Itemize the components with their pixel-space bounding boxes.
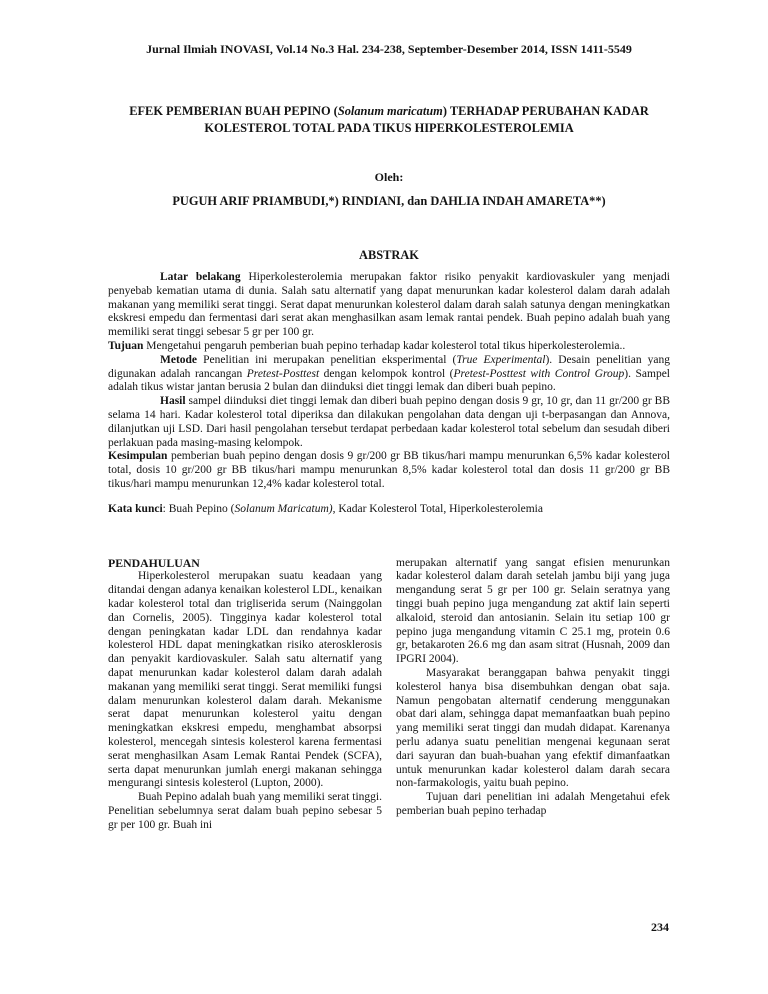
text-segment: Hasil xyxy=(160,395,189,408)
text-segment: Pretest-Posttest with Control Group xyxy=(453,367,625,380)
text-segment: pemberian buah pepino dengan dosis 9 gr/200 gr BB tikus/hari mampu menurunkan 6,5% kadar kolesterol total, dosis 10 gr/200 gr BB tikus/hari mampu menurunkan 8,5% kadar kolesterol total dan dosis 11 gr/200 gr BB tikus/hari mampu menurunkan 12,4% kadar kolesterol total. xyxy=(108,450,670,490)
left-column-paragraphs xyxy=(108,570,382,832)
text-segment: Buah Pepino adalah buah yang memiliki serat tinggi. Penelitian sebelumnya serat dalam buah pepino sebesar 5 gr per 100 gr. Buah ini xyxy=(108,791,383,831)
keywords-line xyxy=(108,503,670,517)
paragraph xyxy=(396,557,670,667)
text-segment: ). Desain penelitian yang digunakan adalah rancangan xyxy=(108,353,670,380)
text-segment: merupakan alternatif yang sangat efisien menurunkan kadar kolesterol dalam darah setelah jambu biji yang juga mengandung serat 5 gr per 100 gr. Selain seratnya yang tinggi buah pepino juga mengandung zat aktif lain seperti alkaloid, steroid dan antosianin. Selain itu setiap 100 gr pepino juga mengandung vitamin C 25.1 mg, protein 0.6 gr, betakaroten 26.6 mg dan asam sitrat (Husnah, 2009 dan IPGRI 2004). xyxy=(396,556,670,666)
text-segment: Metode xyxy=(160,353,204,366)
paragraph xyxy=(108,570,382,791)
text-segment: Mengetahui pengaruh pemberian buah pepino terhadap kadar kolesterol total tikus hiperkolesterolemia.. xyxy=(146,339,626,352)
paragraph xyxy=(108,340,670,354)
paragraph xyxy=(108,395,670,450)
journal-header: Jurnal Ilmiah INOVASI, Vol.14 No.3 Hal. 234-238, September-Desember 2014, ISSN 1411-5549 xyxy=(146,42,632,56)
two-column-section xyxy=(108,557,670,833)
text-segment: ). Sampel adalah tikus wistar jantan berusia 2 bulan dan diinduksi diet tinggi lemak dan diberi buah pepino. xyxy=(108,367,670,394)
text-segment: Kesimpulan xyxy=(108,450,171,463)
abstract-body xyxy=(108,271,670,492)
left-column xyxy=(108,557,382,833)
paragraph xyxy=(396,667,670,791)
right-column xyxy=(396,557,670,833)
text-segment: ) TERHADAP PERUBAHAN KADAR xyxy=(442,104,649,118)
text-segment: sampel diinduksi diet tinggi lemak dan diberi buah pepino dengan dosis 9 gr, 10 gr, dan 11 gr/200 gr BB selama 14 hari. Kadar kolesterol total diperiksa dan dilakukan pengolahan data dengan uji t-berpasangan dan Annova, dilanjutkan uji LSD. Dari hasil pengolahan tersebut terdapat perbedaan kadar kolesterol total sebelum dan sesudah diberi perlakuan pada masing-masing kelompok. xyxy=(108,395,670,449)
text-segment: True Experimental xyxy=(456,353,546,366)
byline-label: Oleh: xyxy=(374,170,404,184)
paragraph xyxy=(108,271,670,340)
paragraph xyxy=(396,791,670,819)
text-segment: Hiperkolesterolemia merupakan faktor risiko penyakit kardiovaskuler yang menjadi penyebab kematian utama di dunia. Salah satu alternatif yang dapat menurunkan kadar kolesterol dalam darah adalah makanan yang memiliki serat tinggi. Serat dapat menurunkan kolesterol dalam darah salah satunya dengan meningkatkan ekskresi empedu dan fermentasi dari serat akan menghasilkan asam lemak rantai pendek. Buah pepino adalah buah yang memiliki serat tinggi sebesar 5 gr per 100 gr. xyxy=(108,271,670,339)
text-segment: Tujuan dari penelitian ini adalah Mengetahui efek pemberian buah pepino terhadap xyxy=(396,791,670,817)
page-number: 234 xyxy=(651,920,669,934)
text-segment: Solanum Maricatum) xyxy=(234,502,333,515)
right-column-paragraphs xyxy=(396,557,670,819)
text-segment: Hiperkolesterol merupakan suatu keadaan yang ditandai dengan adanya kenaikan kolesterol LDL, kenaikan kadar kolesterol total dan trigliserida serum (Nainggolan dan Cornelis, 2005). Tingginya kadar kolesterol total dengan peningkatan kadar LDL dan rendahnya kadar kolesterol HDL dapat meningkatkan risiko aterosklerosis dan penyakit kardiovaskuler. Salah satu alternatif yang dapat menurunkan kadar kolesterol dalam darah adalah makanan yang memiliki serat tinggi. Serat memiliki fungsi dalam menurunkan kolesterol dalam darah. Mekanisme serat dapat menurunkan kolesterol yaitu dengan meningkatkan ekskresi empedu, menghambat absorpsi kolesterol, mencegah sintesis kolesterol karena fermentasi serat menghasilkan Asam Lemak Rantai Pendek (SCFA), serta dapat menurunkan jumlah energi makanan sehingga mengurangi sintesis kolesterol (Lupton, 2000). xyxy=(108,570,382,790)
text-segment: Tujuan xyxy=(108,339,147,352)
text-segment: : Buah Pepino ( xyxy=(162,502,235,515)
text-segment: Latar belakang xyxy=(160,271,249,283)
authors-line: PUGUH ARIF PRIAMBUDI,*) RINDIANI, dan DAHLIA INDAH AMARETA**) xyxy=(172,194,606,208)
text-segment: Penelitian ini merupakan penelitian eksperimental ( xyxy=(203,353,457,366)
text-segment: EFEK PEMBERIAN BUAH PEPINO ( xyxy=(129,104,338,118)
article-title xyxy=(108,103,670,136)
section-heading-pendahuluan: PENDAHULUAN xyxy=(108,555,200,570)
text-segment: dengan kelompok kontrol ( xyxy=(319,367,454,380)
abstract-heading: ABSTRAK xyxy=(359,248,419,262)
text-segment: Pretest-Posttest xyxy=(246,367,320,380)
text-segment: Solanum maricatum xyxy=(337,104,443,118)
paragraph xyxy=(108,450,670,491)
text-segment: Masyarakat beranggapan bahwa penyakit tinggi kolesterol hanya bisa disembuhkan dengan obat saja. Namun pengobatan alternatif cenderung menggunakan obat dari alam, sehingga dapat memanfaatkan buah pepino yang memiliki serat tinggi dan mudah didapat. Karenanya perlu adanya suatu penelitian mengenai kegunaan serat dari sayuran dan buah-buahan yang efektif dimanfaatkan untuk menurunkan kadar kolesterol dalam darah secara non-farmakologis, yaitu buah pepino. xyxy=(396,666,670,790)
text-segment: Kata kunci xyxy=(108,502,163,515)
text-segment: , Kadar Kolesterol Total, Hiperkolesterolemia xyxy=(332,502,543,515)
text-segment: KOLESTEROL TOTAL PADA TIKUS HIPERKOLESTEROLEMIA xyxy=(204,120,574,135)
paragraph xyxy=(108,354,670,395)
paragraph xyxy=(108,791,382,832)
